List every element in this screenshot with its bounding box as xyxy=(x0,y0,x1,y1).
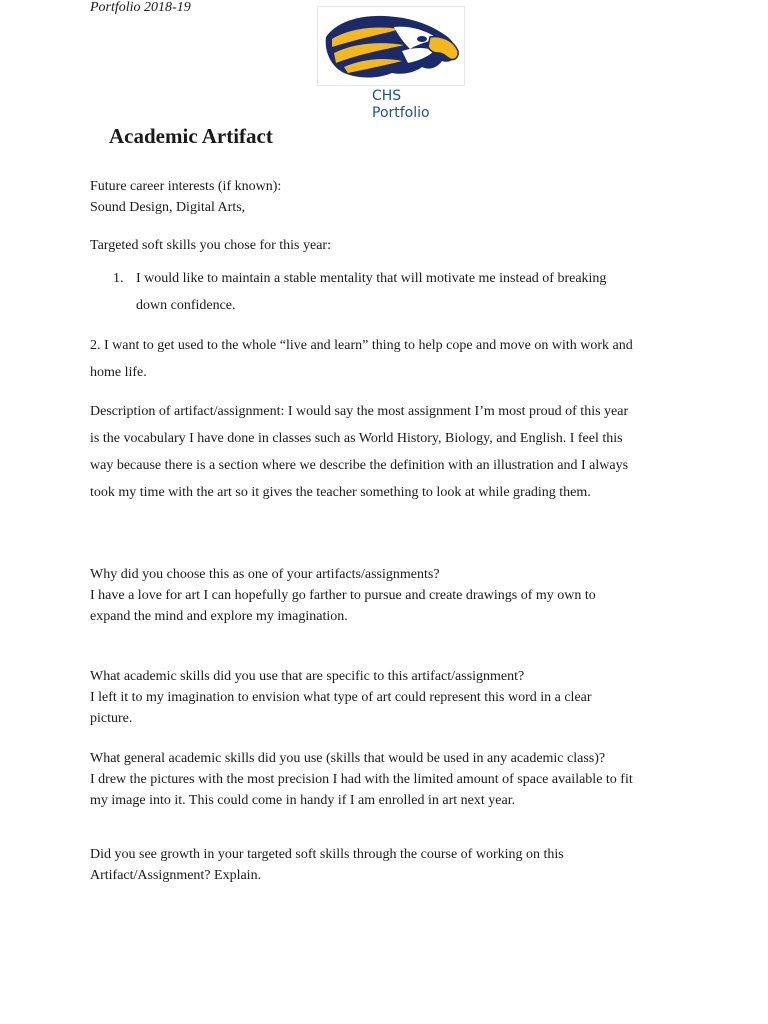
why-answer-line: I have a love for art I can hopefully go farther to pursue and create drawings of my own to xyxy=(90,588,596,603)
eagle-head-icon xyxy=(318,7,464,85)
specific-skills-question: What academic skills did you use that are specific to this artifact/assignment? xyxy=(90,669,525,684)
list-number: 1. xyxy=(113,271,124,286)
general-skills-answer-line: my image into it. This could come in handy if I am enrolled in art next year. xyxy=(90,793,516,808)
description-line: Description of artifact/assignment: I would say the most assignment I’m most proud of this year xyxy=(90,404,629,419)
header-note: Portfolio 2018-19 xyxy=(90,0,191,15)
career-question: Future career interests (if known): xyxy=(90,179,282,194)
career-section xyxy=(90,176,680,218)
soft-skill-two-line: 2. I want to get used to the whole “live and learn” thing to help cope and move on with work and xyxy=(90,338,633,353)
career-answer: Sound Design, Digital Arts, xyxy=(90,200,246,215)
growth-section xyxy=(90,844,680,886)
growth-question-line: Artifact/Assignment? Explain. xyxy=(90,868,262,883)
why-section xyxy=(90,564,680,627)
list-item-line: I would like to maintain a stable mentality that will motivate me instead of breaking xyxy=(136,271,607,286)
general-skills-question: What general academic skills did you use (skills that would be used in any academic class)? xyxy=(90,751,606,766)
school-label xyxy=(372,88,430,122)
school-label-line2: Portfolio xyxy=(372,105,430,121)
description-line: way because there is a section where we describe the definition with an illustration and I always xyxy=(90,458,629,473)
list-item-line: down confidence. xyxy=(136,298,236,313)
description-section xyxy=(90,398,680,506)
list-item xyxy=(136,265,676,319)
general-skills-answer-line: I drew the pictures with the most precision I had with the limited amount of space available to fit xyxy=(90,772,633,787)
page-title: Academic Artifact xyxy=(109,124,273,148)
specific-skills-answer-line: picture. xyxy=(90,711,133,726)
soft-skill-two xyxy=(90,332,680,386)
school-label-line1: CHS xyxy=(372,88,402,104)
eagle-logo xyxy=(317,6,465,86)
specific-skills-section xyxy=(90,666,680,729)
growth-question-line: Did you see growth in your targeted soft skills through the course of working on this xyxy=(90,847,564,862)
description-line: is the vocabulary I have done in classes such as World History, Biology, and English. I feel this xyxy=(90,431,623,446)
why-answer-line: expand the mind and explore my imagination. xyxy=(90,609,348,624)
soft-skills-question: Targeted soft skills you chose for this year: xyxy=(90,238,331,253)
why-question: Why did you choose this as one of your artifacts/assignments? xyxy=(90,567,440,582)
specific-skills-answer-line: I left it to my imagination to envision what type of art could represent this word in a clear xyxy=(90,690,592,705)
soft-skill-two-line: home life. xyxy=(90,365,147,380)
description-line: took my time with the art so it gives the teacher something to look at while grading them. xyxy=(90,485,591,500)
general-skills-section xyxy=(90,748,680,811)
